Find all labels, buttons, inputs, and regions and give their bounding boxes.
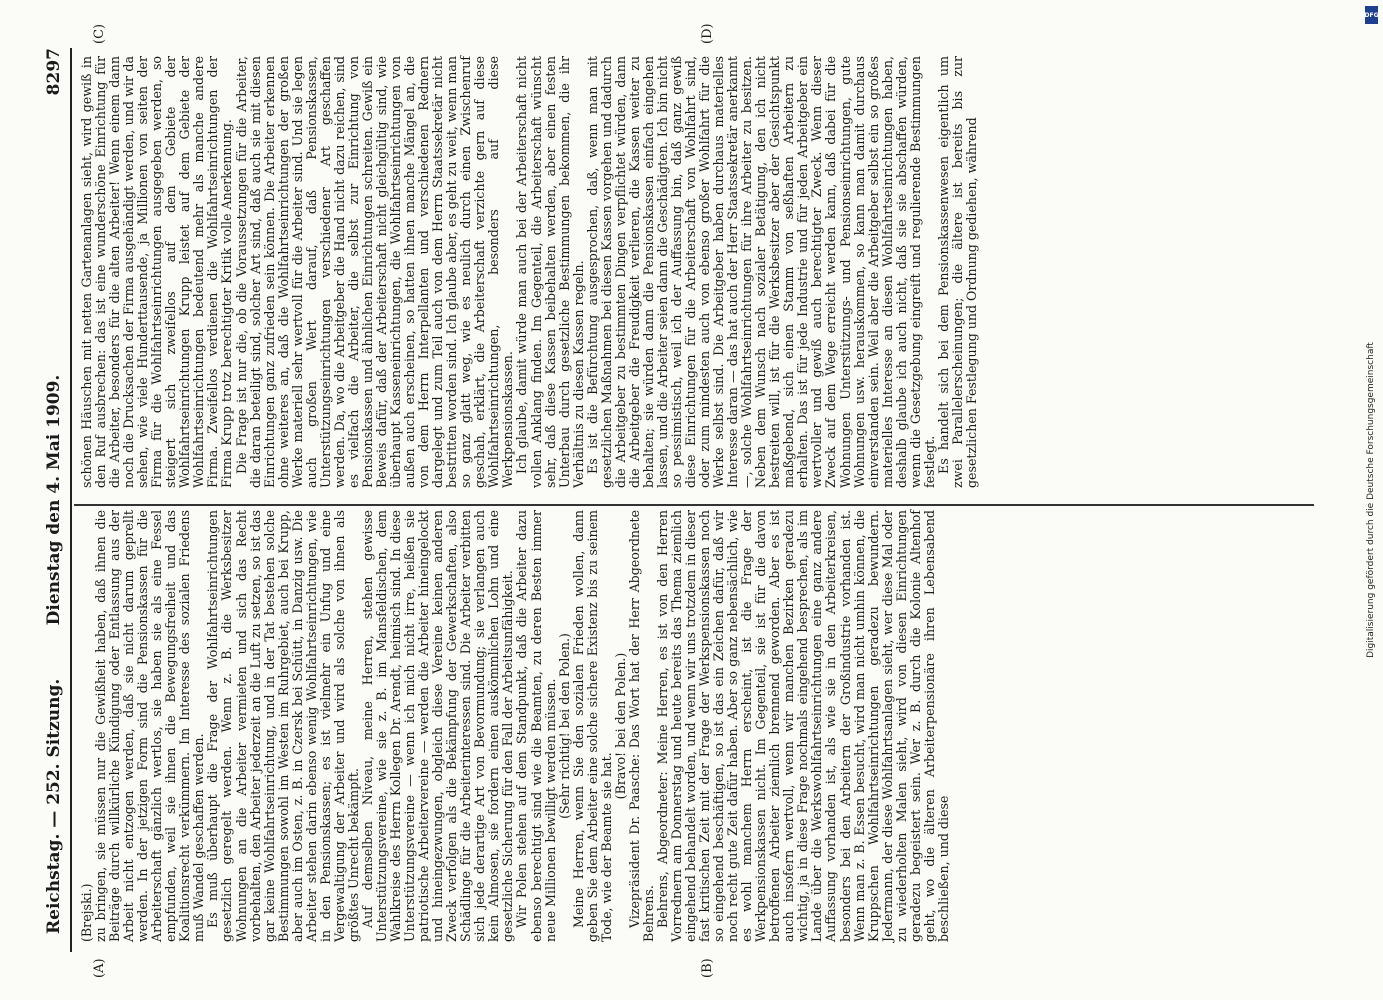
margin-marker-b: (B) <box>700 958 715 978</box>
page-number: 8297 <box>44 48 64 96</box>
dfg-logo: DFG <box>1365 6 1378 24</box>
paragraph: Behrens, Abgeordneter: Meine Herren, es ist von den Herren Vorrednern am Donnerstag und heute bereits das Thema ziemlich eingehend behandelt worden, und wenn wir uns trotzdem in dieser fast kritischen Zeit mit der Frage der Werkspensionskassen noch so eingehend beschäftigen, so ist das ein Zeichen dafür, daß wir noch recht gute Zeit dafür haben. Aber so ganz nebensächlich, wie es wohl manchem Herrn erscheint, ist die Frage der Werkpensionskassen nicht. Im Gegenteil, sie ist für die davon betroffenen Arbeiter ziemlich brennend geworden. Aber es ist auch insofern wertvoll, wenn wir manchen Bezirken geradezu wichtig, ja in diese Frage nochmals eingehend besprechen, als im Lande über die Werkswohlfahrtseinrichtungen eine ganz andere Auffassung vorhanden ist, als wie sie in den Arbeiterkreisen, besonders bei den Arbeitern der Großindustrie vorhanden ist. Wenn man z. B. Essen besucht, wird man nicht umhin können, die Kruppschen Wohlfahrtseinrichtungen geradezu bewundern. Jedermann, der diese Wohlfahrtsanlagen sieht, wer diese Mal oder zu wiederholten Malen sieht, wird von diesen Einrichtungen geradezu begeistert sein. Wer z. B. durch die Kolonie Altenhof geht, wo die älteren Arbeiterpensionäre ihren Lebensabend beschließen, und diese <box>654 510 951 942</box>
paragraph: Ich glaube, damit würde man auch bei der Arbeiterschaft nicht vollen Anklang finden. Im Gegenteil, die Arbeiterschaft wünscht sehr, daß diese Kassen beibehalten werden, aber einen festen Unterbau durch gesetzliche Bestimmungen bekommen, die ihr Verhältnis zu diesen Kassen regeln. <box>514 56 586 488</box>
header-date: Dienstag den 4. Mai 1909. <box>44 374 64 626</box>
page-header <box>44 48 68 952</box>
paragraph: Wir Polen stehen auf dem Standpunkt, daß die Arbeiter dazu ebenso berechtigt sind wie die Beamten, zu deren Besten immer neue Millionen bewilligt werden müssen. <box>514 510 558 942</box>
margin-marker-a: (A) <box>92 958 107 978</box>
interjection: (Bravo! bei den Polen.) <box>612 652 628 800</box>
credit-text: Digitalisierung gefördert durch die Deutsche Forschungsgemeinschaft <box>1366 342 1377 658</box>
paragraph: schönen Häuschen mit netten Gartenanlagen sieht, wird gewiß in den Ruf ausbrechen: das ist eine wunderschöne Einrichtung für die Arbeiter, besonders für die alten Arbeiter! Wenn einem dann noch die Drucksachen der Firma ausgehändigt werden, und wir da sehen, wie viele Hunderttausende, ja Millionen von seiten der Firma für die Wohlfahrtseinrichtungen ausgegeben werden, so steigert sich zweifellos auf dem Gebiete der Wohlfahrtseinrichtungen Krupp leistet auf dem Gebiete der Wohlfahrtseinrichtungen bedeutend mehr als manche andere Firma. Zweifellos verdienen die Wohlfahrtseinrichtungen der Firma Krupp trotz berechtigter Kritik volle Anerkennung. <box>79 56 235 488</box>
speaker-announcement: Vizepräsident Dr. Paasche: Das Wort hat der Herr Abgeordnete Behrens. <box>626 510 656 942</box>
header-left: Reichstag. — 252. Sitzung. <box>44 678 64 934</box>
digitization-credit <box>1363 30 1379 970</box>
paragraph: Auf demselben Niveau, meine Herren, stehen gewisse Unterstützungsvereine, wie sie z. B. im Mansfeldischen, dem Wahlkreise des Herrn Kollegen Dr. Arendt, heimisch sind. In diese Unterstützungsvereine — wenn ich mich nicht irre, heißen sie patriotische Arbeitervereine — werden die Arbeiter hineingelockt und hineingezwungen, obgleich diese Vereine keinen anderen Zweck verfolgen als die Bekämpfung der Gewerkschaften, also Schädlinge für die Arbeiterinteressen sind. Die Arbeiter verbitten sich jede derartige Art von Bevormundung; sie verlangen auch kein Almosen, sie fordern einen auskömmlichen Lohn und eine gesetzliche Sicherung für den Fall der Arbeitsunfähigkeit. <box>359 510 516 942</box>
margin-marker-d: (D) <box>700 23 715 44</box>
header-rule <box>70 48 72 952</box>
interjection: (Sehr richtig! bei den Polen.) <box>556 633 572 819</box>
paragraph: zu bringen, sie müssen nur die Gewißheit haben, daß ihnen die Beiträge durch willkürliche Kündigung oder Entlassung aus der Arbeit nicht entzogen werden, daß sie nicht darum geprellt werden. In der jetzigen Form sind die Pensionskassen für die Arbeiterschaft gänzlich wertlos, sie haben sie als eine Fessel empfunden, weil sie ihnen die Bewegungsfreiheit und das Koalitionsrecht verkümmern. Im Interesse des sozialen Friedens muß Wandel geschaffen werden. <box>93 510 207 942</box>
margin-marker-c: (C) <box>92 23 107 44</box>
paragraph: Es muß überhaupt die Frage der Wohlfahrtseinrichtungen gesetzlich geregelt werden. Wenn z. B. die Werksbesitzer Wohnungen an die Arbeiter vermieten und sich das Recht vorbehalten, den Arbeiter jederzeit an die Luft zu setzen, so ist das gar keine Wohlfahrtseinrichtung, und in der Tat bestehen solche Bestimmungen sowohl im Westen im Ruhrgebiet, auch bei Krupp, aber auch im Osten, z. B. in Czersk bei Schütt, in Danzig usw. Die Arbeiter stehen darin ebenso wenig Wohlfahrtseinrichtungen, wie in den Pensionskassen; es ist vielmehr ein Unfug und eine Vergewaltigung der Arbeiter und wird als solche von ihnen als größtes Unrecht bekämpft. <box>205 510 361 942</box>
speaker-tag: (Brejski.) <box>79 883 94 942</box>
column-divider <box>74 504 1314 506</box>
right-column <box>80 56 979 488</box>
left-column <box>80 510 951 942</box>
paragraph: Es handelt sich bei dem Pensionskassenwesen eigentlich um zwei Parallelerscheinungen; die ältere ist bereits bis zur gesetzlichen Festlegung und Ordnung gediehen, während <box>935 56 979 488</box>
paragraph: Meine Herren, wenn Sie den sozialen Frieden wollen, dann geben Sie dem Arbeiter eine solche sichere Existenz bis zu seinem Tode, wie der Beamte sie hat. <box>570 510 614 942</box>
paragraph: Es ist die Befürchtung ausgesprochen, daß, wenn man mit gesetzlichen Maßnahmen bei diesen Kassen vorgehen und dadurch die Arbeitgeber zu bestimmten Dingen verpflichtet würden, dann die Arbeitgeber die Freudigkeit verlieren, die Kassen weiter zu behalten; sie würden dann die Pensionskassen einfach eingehen lassen, und die Arbeiter seien dann die Geschädigten. Ich bin nicht so pessimistisch, weil ich der Auffassung bin, daß ganz gewiß diese Einrichtungen für die Arbeiterschaft von Wohlfahrt sind, oder zum mindesten auch von ebenso großer Wohlfahrt für die Werke selbst sind. Die Arbeitgeber haben durchaus materielles Interesse daran — das hat auch der Herr Staatssekretär anerkannt —, solche Wohlfahrtseinrichtungen für ihre Arbeiter zu besitzen. Neben dem Wunsch nach sozialer Betätigung, den ich nicht bestreiten will, ist für die Werksbesitzer aber der Gesichtspunkt maßgebend, sich einen Stamm von seßhaften Arbeitern zu erhalten. Das ist für jede Industrie und für jeden Arbeitgeber ein wertvoller und gewiß auch berechtigter Zweck. Wenn dieser Zweck auf dem Wege erreicht werden kann, daß dabei für die Wohnungen Unterstützungs- und Pensionseinrichtungen, gute Wohnungen usw. herauskommen, so kann man damit durchaus einverstanden sein. Weil aber die Arbeitgeber selbst ein so großes materielles Interesse an diesen Wohlfahrtseinrichtungen haben, deshalb glaube ich auch nicht, daß sie sie abschaffen würden, wenn die Gesetzgebung eingreift und regulierende Bestimmungen festlegt. <box>584 56 937 488</box>
paragraph: Die Frage ist nur die, ob die Voraussetzungen für die Arbeiter, die daran beteiligt sind, solcher Art sind, daß auch sie mit diesen Einrichtungen ganz zufrieden sein können. Die Arbeiter erkennen ohne weiteres an, daß die Wohlfahrtseinrichtungen der großen Werke materiell sehr wertvoll für die Arbeiter sind. Und sie legen auch großen Wert darauf, daß Pensionskassen, Unterstützungseinrichtungen verschiedener Art geschaffen werden. Da, wo die Arbeitgeber die Hand nicht dazu reichen, sind es vielfach die Arbeiter, die selbst zur Einrichtung von Pensionskassen und ähnlichen Einrichtungen schreiten. Gewiß ein Beweis dafür, daß der Arbeiterschaft nicht gleichgültig sind, wie überhaupt Kasseneinrichtungen, die Wohlfahrtseinrichtungen von außen auch erscheinen, so hatten ihnen manche Mängel an, die von dem Herrn Interpellanten und verschiedenen Rednern dargelegt und zum Teil auch von dem Herrn Staatssekretär nicht bestritten worden sind. Ich glaube aber, es geht zu weit, wenn man so ganz glatt weg, wie es neulich durch einen Zwischenruf geschah, erklärt, die Arbeiterschaft verzichte gern auf diese Wohlfahrtseinrichtungen, besonders auf diese Werkpensionskassen. <box>233 56 516 488</box>
